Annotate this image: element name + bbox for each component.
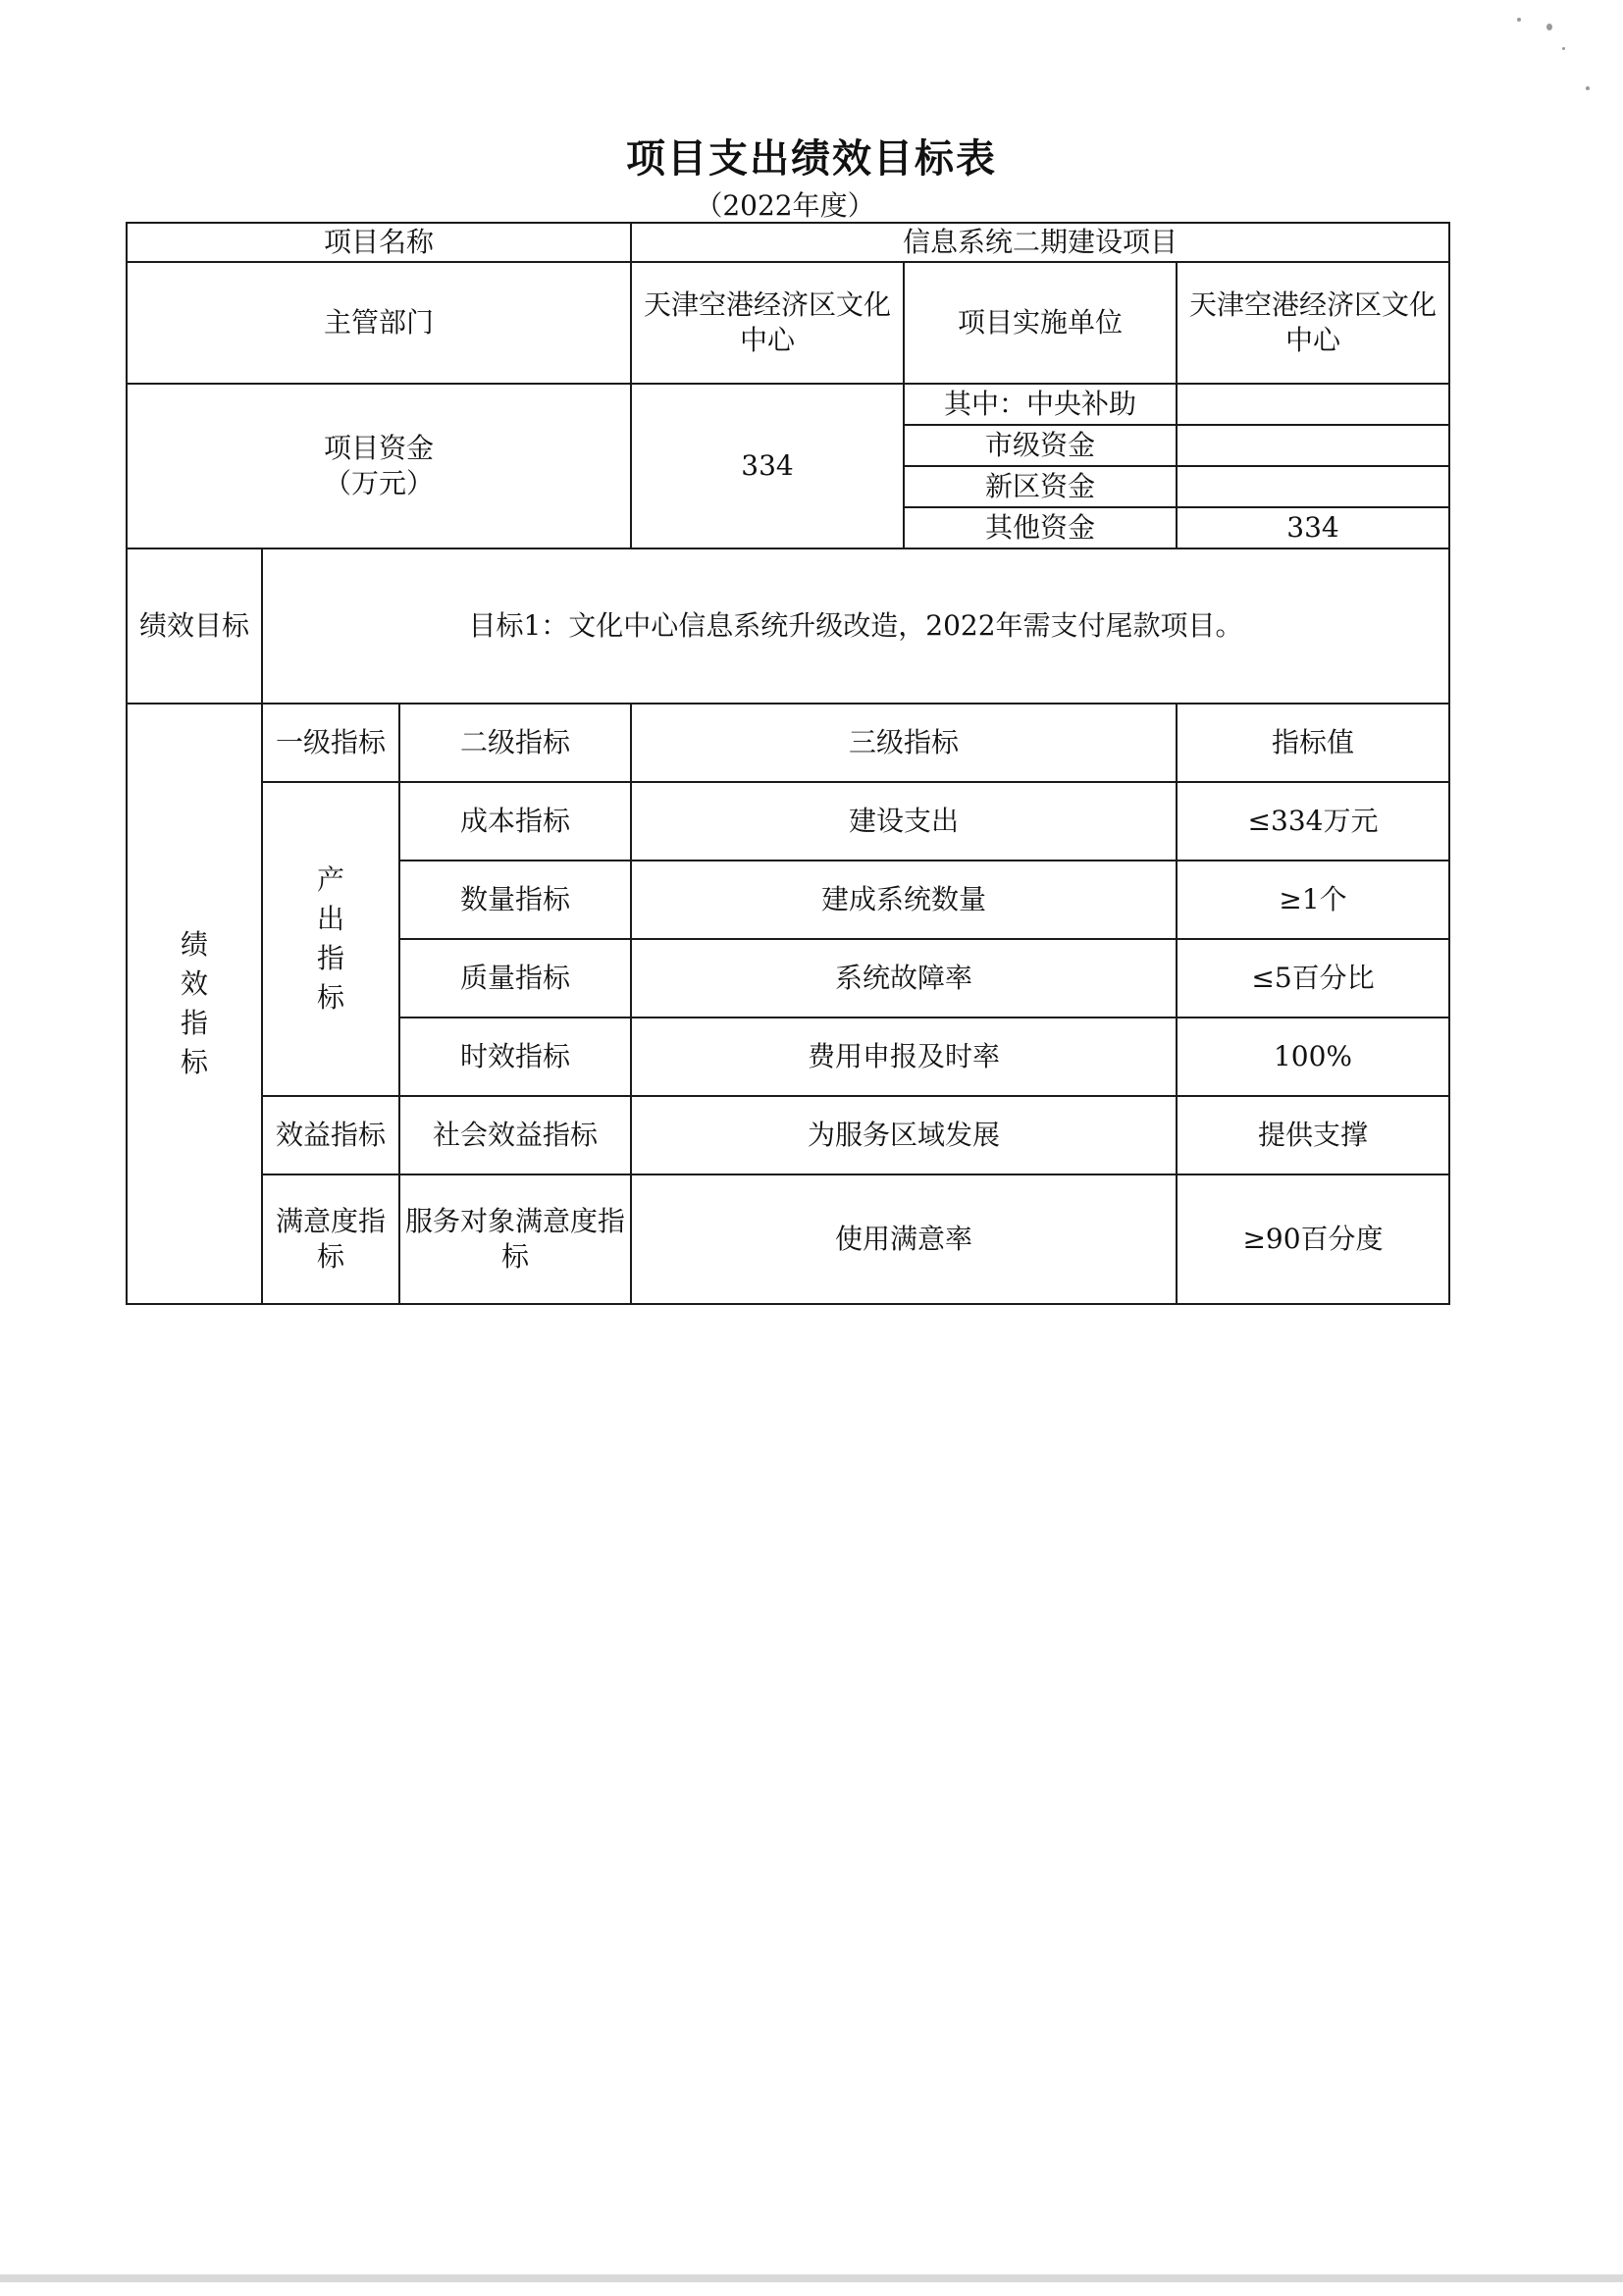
- page-title: 项目支出绩效目标表: [626, 136, 997, 182]
- indicator-value: ≤334万元: [1177, 782, 1449, 861]
- indicator-level2: 数量指标: [399, 861, 631, 939]
- header-value: 指标值: [1177, 704, 1449, 782]
- performance-goal-row: [127, 548, 1449, 704]
- indicator-header-row: [127, 704, 1449, 782]
- funds-source-value: [1177, 425, 1449, 466]
- indicator-level2: 质量指标: [399, 939, 631, 1018]
- indicator-level2: 时效指标: [399, 1018, 631, 1096]
- indicator-level3: 为服务区域发展: [631, 1096, 1177, 1174]
- indicator-level2: 成本指标: [399, 782, 631, 861]
- indicator-level2: 服务对象满意度指标: [399, 1174, 631, 1304]
- indicator-level1: 效益指标: [262, 1096, 399, 1174]
- header-level2: 二级指标: [399, 704, 631, 782]
- scan-speck: [1546, 24, 1552, 30]
- project-name-label: 项目名称: [127, 223, 631, 262]
- scan-speck: [1562, 47, 1565, 50]
- indicator-value: ≤5百分比: [1177, 939, 1449, 1018]
- funds-source-value: 334: [1177, 507, 1449, 548]
- funds-source-label: 其他资金: [904, 507, 1177, 548]
- funds-source-label: 新区资金: [904, 466, 1177, 507]
- performance-goal-text: 目标1：文化中心信息系统升级改造，2022年需支付尾款项目。: [262, 548, 1449, 704]
- implementing-unit-value: 天津空港经济区文化中心: [1177, 262, 1449, 384]
- project-funds-total: 334: [631, 384, 904, 548]
- department-value: 天津空港经济区文化中心: [631, 262, 904, 384]
- indicator-value: 提供支撑: [1177, 1096, 1449, 1174]
- project-name-value: 信息系统二期建设项目: [631, 223, 1449, 262]
- scan-speck: [1586, 86, 1590, 90]
- department-row: [127, 262, 1449, 384]
- indicator-level3: 使用满意率: [631, 1174, 1177, 1304]
- project-name-row: [127, 223, 1449, 262]
- header-level1: 一级指标: [262, 704, 399, 782]
- indicator-level1: 满意度指标: [262, 1174, 399, 1304]
- indicator-value: ≥1个: [1177, 861, 1449, 939]
- indicator-level3: 费用申报及时率: [631, 1018, 1177, 1096]
- performance-goal-label: 绩效目标: [127, 548, 262, 704]
- funds-source-value: [1177, 466, 1449, 507]
- implementing-unit-label: 项目实施单位: [904, 262, 1177, 384]
- indicator-level2: 社会效益指标: [399, 1096, 631, 1174]
- scan-speck: [1517, 18, 1521, 22]
- satisfaction-indicator-row: [127, 1174, 1449, 1304]
- benefit-indicator-row: [127, 1096, 1449, 1174]
- indicator-value: ≥90百分度: [1177, 1174, 1449, 1304]
- header-level3: 三级指标: [631, 704, 1177, 782]
- project-funds-label: 项目资金 （万元）: [127, 384, 631, 548]
- indicator-level3: 建设支出: [631, 782, 1177, 861]
- output-indicator-label: 产出指标: [262, 782, 399, 1096]
- performance-target-table: [126, 222, 1450, 1305]
- funds-source-label: 其中：中央补助: [904, 384, 1177, 425]
- indicator-section-label: 绩效指标: [127, 704, 262, 1304]
- funds-row-central: [127, 384, 1449, 425]
- funds-source-value: [1177, 384, 1449, 425]
- indicator-value: 100%: [1177, 1018, 1449, 1096]
- funds-source-label: 市级资金: [904, 425, 1177, 466]
- indicator-row: [127, 782, 1449, 861]
- department-label: 主管部门: [127, 262, 631, 384]
- page-subtitle: （2022年度）: [695, 189, 875, 222]
- scan-bottom-edge: [0, 2274, 1623, 2282]
- indicator-level3: 系统故障率: [631, 939, 1177, 1018]
- indicator-level3: 建成系统数量: [631, 861, 1177, 939]
